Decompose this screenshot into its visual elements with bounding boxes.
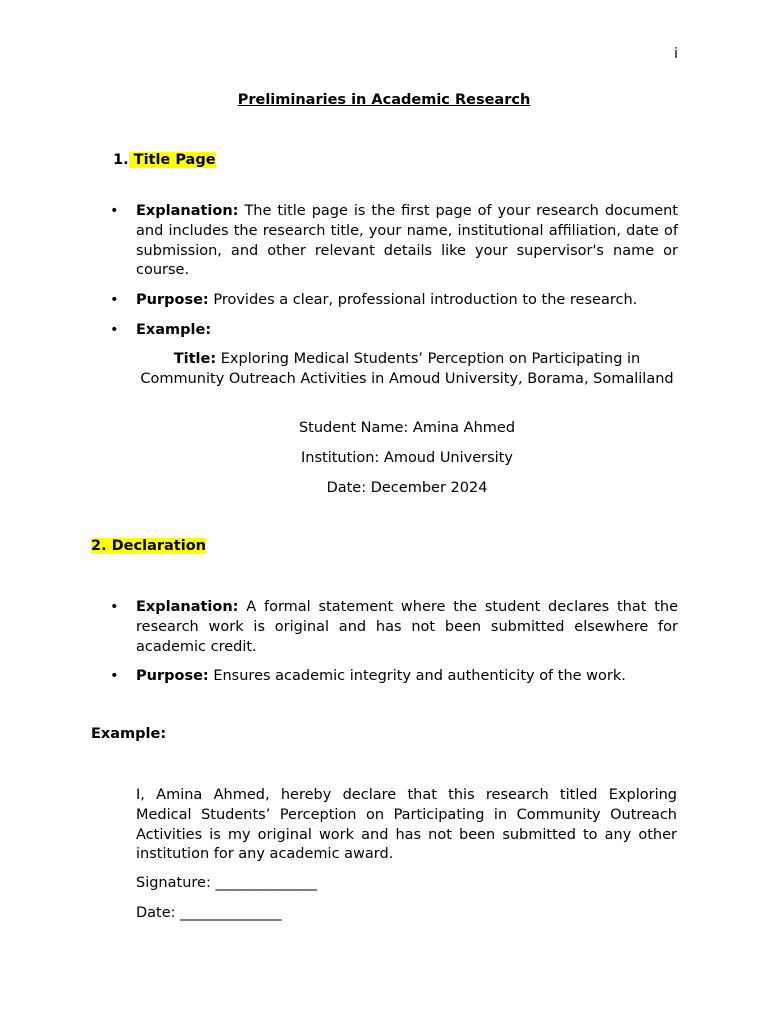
section-heading-title-page <box>113 152 216 168</box>
page-number: i <box>674 46 678 62</box>
bullet-text: The title page is the first page of your research document and includes the research title, your name, institutional affiliation, date of submission, and other relevant details like your supervisor's name or course. <box>136 203 678 279</box>
document-title: Preliminaries in Academic Research <box>237 92 531 108</box>
example-student-name: Student Name: Amina Ahmed <box>298 420 516 436</box>
example-institution: Institution: Amoud University <box>301 450 513 466</box>
declaration-bullet-list <box>110 598 678 697</box>
bullet-label: Example: <box>136 321 212 338</box>
section-heading-text: Title Page <box>129 152 216 168</box>
signature-line: Signature: ______________ <box>136 875 317 891</box>
list-item <box>110 202 678 281</box>
bullet-label: Purpose: <box>136 292 209 309</box>
example-date: Date: December 2024 <box>326 480 488 496</box>
date-line: Date: ______________ <box>136 905 282 921</box>
example-title-text: Exploring Medical Students’ Perception on Participating in Community Outreach Activities in Amoud University, Borama, Somaliland <box>140 351 674 387</box>
bullet-text: Provides a clear, professional introduction to the research. <box>213 292 638 309</box>
bullet-text: A formal statement where the student declares that the research work is original and has not been submitted elsewhere for academic credit. <box>136 599 678 655</box>
bullet-label: Explanation: <box>136 203 239 219</box>
list-item <box>110 667 678 687</box>
bullet-text: Ensures academic integrity and authenticity of the work. <box>213 668 626 685</box>
list-item <box>110 598 678 657</box>
list-item <box>110 321 678 341</box>
declaration-text: I, Amina Ahmed, hereby declare that this research titled Exploring Medical Students’ Perception on Participating in Community Outreach Activities is my original work and has not been submitted to any other institution for any academic award. <box>136 787 677 863</box>
section-number: 1. <box>113 152 129 168</box>
example-title <box>136 350 678 390</box>
list-item <box>110 291 678 311</box>
example-title-label: Title: <box>173 351 217 367</box>
declaration-example-heading: Example: <box>91 726 167 742</box>
section-heading-declaration: 2. Declaration <box>91 538 206 554</box>
bullet-label: Purpose: <box>136 668 209 685</box>
bullet-label: Explanation: <box>136 599 239 615</box>
title-page-bullet-list <box>110 202 678 351</box>
